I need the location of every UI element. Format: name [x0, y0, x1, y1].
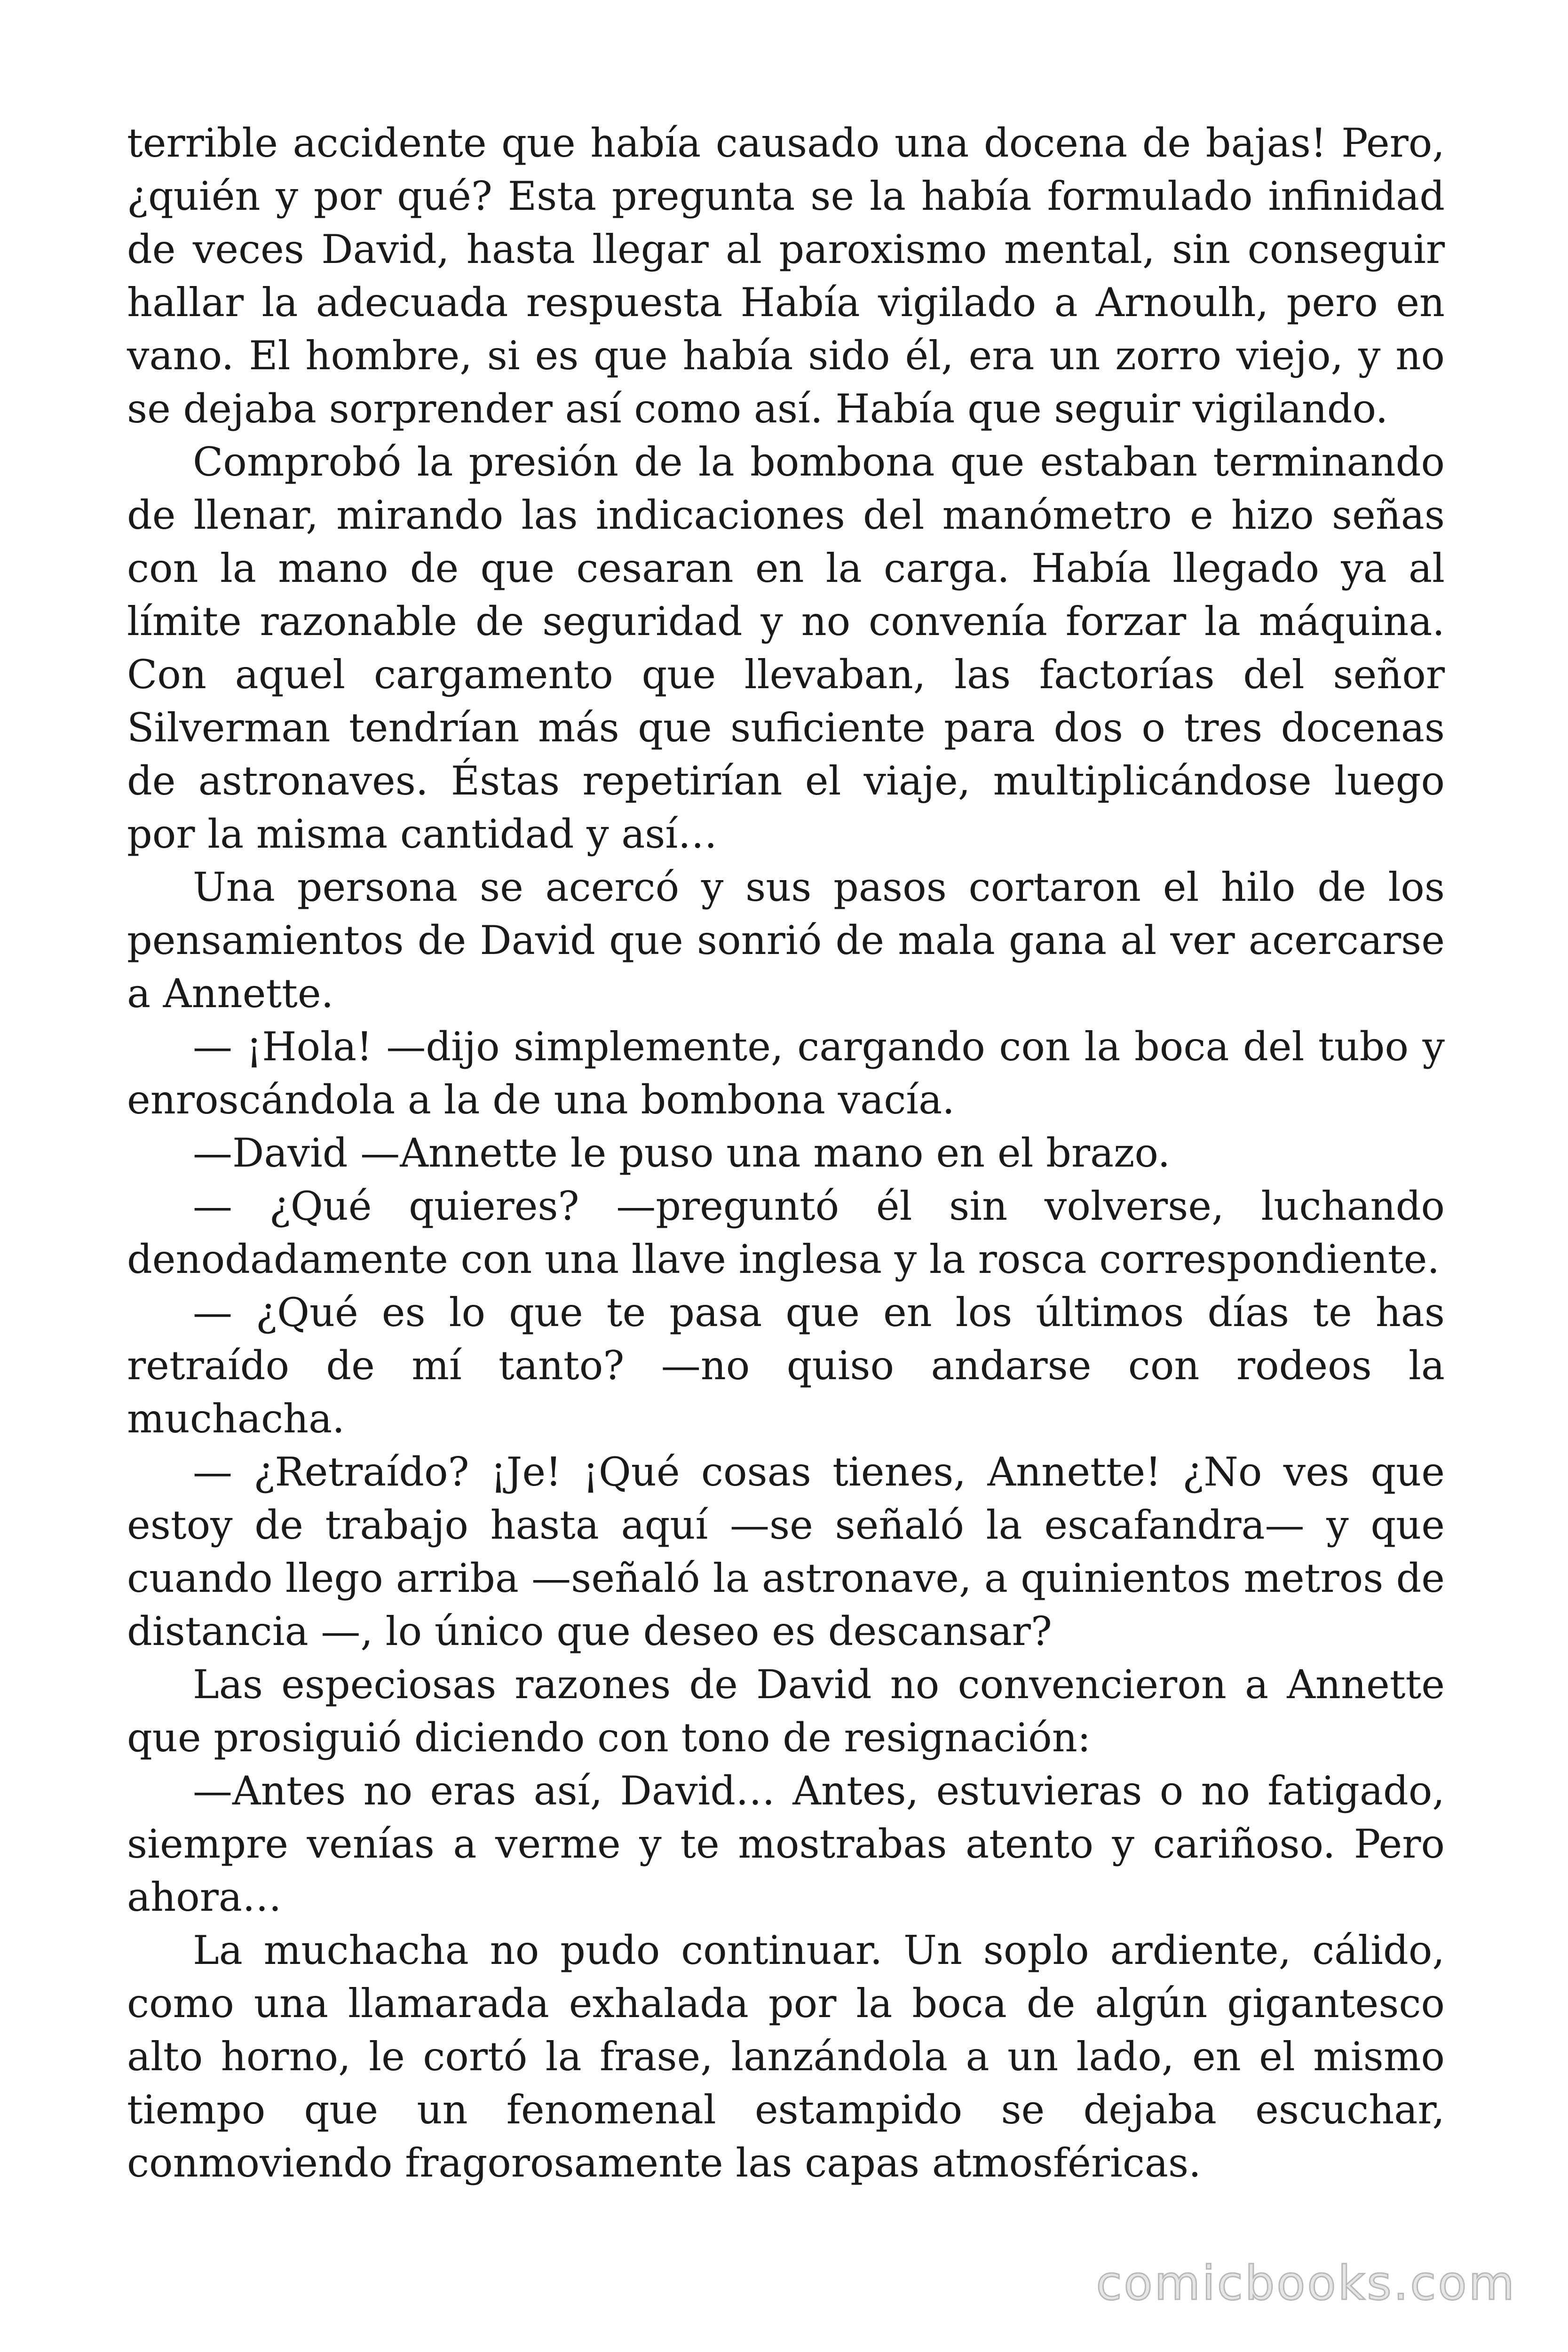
- paragraph-4: — ¡Hola! —dijo simplemente, cargando con la boca del tubo y enroscándola a la de una bombona vacía.: [127, 1024, 1445, 1123]
- page-text: [127, 117, 1445, 2190]
- paragraph-10: —Antes no eras así, David… Antes, estuvieras o no fatigado, siempre venías a verme y te mostrabas atento y cariñoso. Pero ahora…: [127, 1768, 1445, 1920]
- paragraph-1: terrible accidente que había causado una docena de bajas! Pero, ¿quién y por qué? Esta pregunta se la había formulado infinidad de veces David, hasta llegar al paroxismo mental, sin conseguir hallar la adecuada respuesta Había vigilado a Arnoulh, pero en vano. El hombre, si es que había sido él, era un zorro viejo, y no se dejaba sorprender así como así. Había que seguir vigilando.: [127, 120, 1445, 432]
- paragraph-7: — ¿Qué es lo que te pasa que en los últimos días te has retraído de mí tanto? —no quiso andarse con rodeos la muchacha.: [127, 1289, 1445, 1442]
- watermark-logo: comicbooks.com: [1096, 2256, 1516, 2311]
- paragraph-5: —David —Annette le puso una mano en el brazo.: [193, 1130, 1171, 1176]
- paragraph-9: Las especiosas razones de David no convencieron a Annette que prosiguió diciendo con tono de resignación:: [127, 1661, 1445, 1761]
- paragraph-6: — ¿Qué quieres? —preguntó él sin volverse, luchando denodadamente con una llave inglesa y la rosca correspondiente.: [127, 1183, 1445, 1282]
- paragraph-8: — ¿Retraído? ¡Je! ¡Qué cosas tienes, Annette! ¿No ves que estoy de trabajo hasta aquí —se señaló la escafandra— y que cuando llego arriba —señaló la astronave, a quinientos metros de distancia —, lo único que deseo es descansar?: [127, 1449, 1445, 1654]
- paragraph-2: Comprobó la presión de la bombona que estaban terminando de llenar, mirando las indicaciones del manómetro e hizo señas con la mano de que cesaran en la carga. Había llegado ya al límite razonable de seguridad y no convenía forzar la máquina. Con aquel cargamento que llevaban, las factorías del señor Silverman tendrían más que suficiente para dos o tres docenas de astronaves. Éstas repetirían el viaje, multiplicándose luego por la misma cantidad y así…: [127, 439, 1445, 857]
- paragraph-11: La muchacha no pudo continuar. Un soplo ardiente, cálido, como una llamarada exhalada por la boca de algún gigantesco alto horno, le cortó la frase, lanzándola a un lado, en el mismo tiempo que un fenomenal estampido se dejaba escuchar, conmoviendo fragorosamente las capas atmosféricas.: [127, 1927, 1445, 2186]
- paragraph-3: Una persona se acercó y sus pasos cortaron el hilo de los pensamientos de David que sonrió de mala gana al ver acercarse a Annette.: [127, 864, 1445, 1017]
